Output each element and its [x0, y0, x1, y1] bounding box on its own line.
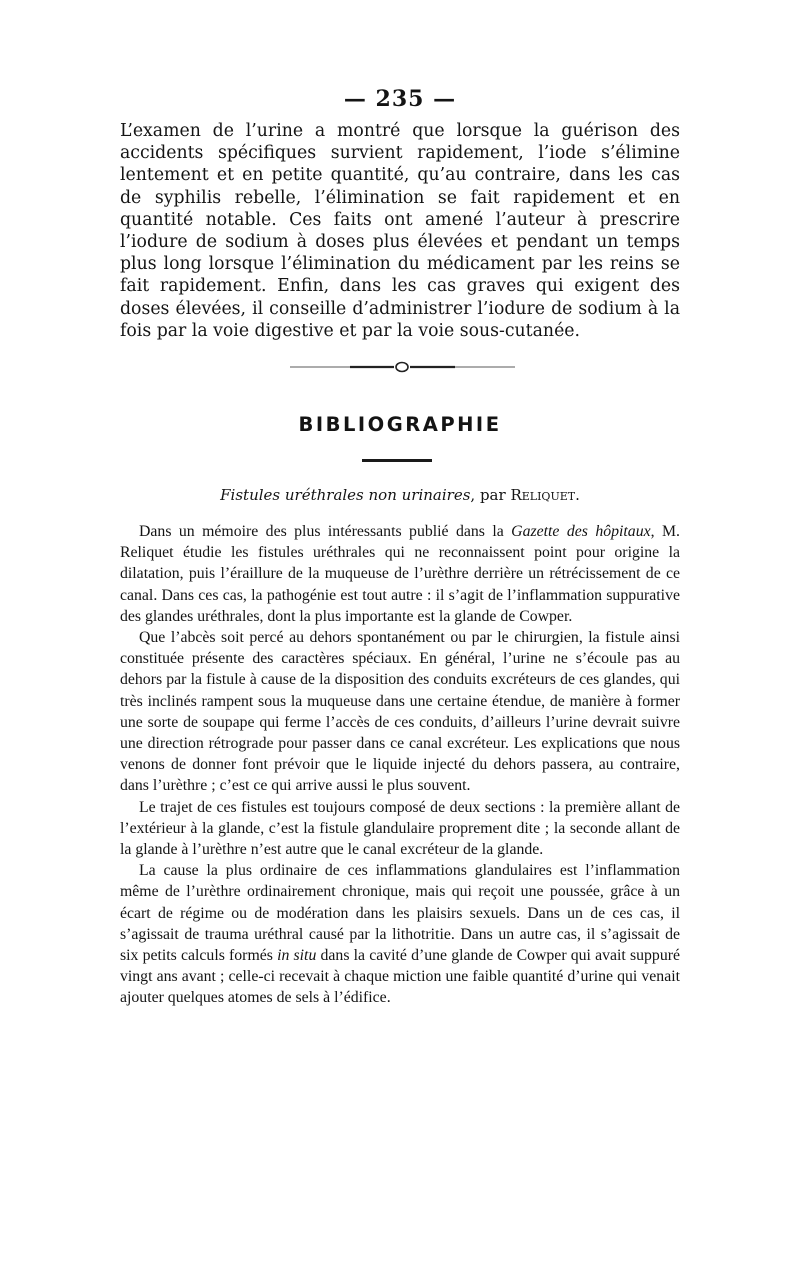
paragraph-1: [120, 521, 680, 627]
article-byline: [0, 486, 800, 504]
article-body: [120, 521, 680, 1009]
article-author: Reliquet.: [510, 486, 580, 504]
paragraph-4-part-b: dans la cavité d’une glande de Cowper qui avait suppuré vingt ans avant ; celle-ci recevait à chaque miction une faible quantité d’urine qui venait ajouter quelques atomes de sels à l’édifice.: [120, 947, 680, 1007]
paragraph-4-part-a: La cause la plus ordinaire de ces inflammations glandulaires est l’inflammation même de l’urèthre ordinairement chronique, mais qui reçoit une poussée, grâce à un écart de régime ou de modération dans les plaisirs sexuels. Dans un de ces cas, il s’agissait de trauma uréthral causé par la lithotritie. Dans un autre cas, il s’agissait de six petits calculs formés: [120, 862, 680, 965]
paragraph-1-part-b: , M. Reliquet étudie les fistules uréthrales qui ne reconnaissent point pour origine la dilatation, puis l’éraillure de la muqueuse de l’urèthre derrière un rétrécissement de ce canal. Dans ces cas, la pathogénie est tout autre : il s’agit de l’inflammation suppurative des glandes uréthrales, dont la plus importante est la glande de Cowper.: [120, 523, 680, 625]
section-heading: BIBLIOGRAPHIE: [298, 413, 502, 436]
intro-paragraph: L’examen de l’urine a montré que lorsque la guérison des accidents spécifiques survient rapidement, l’iode s’élimine lentement et en petite quantité, qu’au contraire, dans les cas de syphilis rebelle, l’élimination se fait rapidement et en quantité notable. Ces faits ont amené l’auteur à prescrire l’iodure de sodium à doses plus élevées et pendant un temps plus long lorsque l’élimination du médicament par les reins se fait rapidement. Enfin, dans les cas graves qui exigent des doses élevées, il conseille d’administrer l’iodure de sodium à la fois par la voie digestive et par la voie sous-cutanée.: [120, 121, 680, 341]
journal-name: Gazette des hôpitaux: [511, 523, 651, 540]
paragraph-1-part-a: Dans un mémoire des plus intéressants publié dans la: [139, 523, 512, 540]
paragraph-4: [120, 860, 680, 1008]
paragraph-3: Le trajet de ces fistules est toujours composé de deux sections : la première allant de l’extérieur à la glande, c’est la fistule glandulaire proprement dite ; la seconde allant de la glande à l’urèthre n’est autre que le canal excréteur de la glande.: [120, 798, 680, 859]
latin-phrase: in situ: [277, 947, 317, 965]
intro-text: [120, 120, 680, 342]
heading-rule: [362, 459, 432, 462]
paragraph-2: Que l’abcès soit percé au dehors spontanément ou par le chirurgien, la fistule ainsi constituée présente des caractères spéciaux. En général, l’urine ne s’écoule pas au dehors par la fistule à cause de la disposition des conduits excréteurs de ces glandes, qui très inclinés rampent sous la muqueuse dans une certaine étendue, de manière à former une sorte de soupape qui ferme l’accès de ces conduits, d’ailleurs l’urine devrait suivre une direction rétrograde pour passer dans ce canal excréteur. Les explications que nous venons de donner font prévoir que le liquide injecté du dehors passera, au contraire, dans l’urèthre ; c’est ce qui arrive aussi le plus souvent.: [120, 629, 680, 795]
byline-connector: , par: [470, 486, 511, 504]
ornament-divider: [290, 360, 515, 374]
page-number: — 235 —: [343, 86, 457, 112]
article-title: Fistules uréthrales non urinaires: [220, 486, 471, 504]
